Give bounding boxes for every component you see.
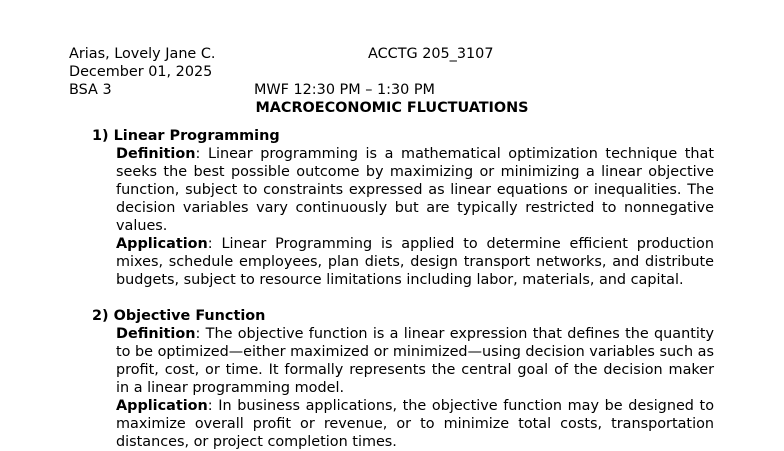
definition-label: Definition <box>116 326 196 342</box>
definition-paragraph <box>116 145 714 235</box>
application-paragraph <box>116 235 714 289</box>
application-label: Application <box>116 236 208 252</box>
definition-label: Definition <box>116 146 196 162</box>
definition-paragraph <box>116 325 714 397</box>
application-paragraph <box>116 397 714 451</box>
application-label: Application <box>116 398 208 414</box>
section-heading-linear-programming: 1) Linear Programming <box>92 128 280 144</box>
section-heading-objective-function: 2) Objective Function <box>92 308 266 324</box>
course-code: ACCTG 205_3107 <box>368 46 494 62</box>
application-text: : In business applications, the objective function may be designed to maximize overall profit or revenue, or to minimize total costs, transportation distances, or project completion times. <box>116 398 714 450</box>
student-name: Arias, Lovely Jane C. <box>69 46 216 62</box>
program-label: BSA 3 <box>69 82 112 98</box>
application-text: : Linear Programming is applied to determine efficient production mixes, schedule employees, plan diets, design transport networks, and distribute budgets, subject to resource limitations including labor, materials, and capital. <box>116 236 714 288</box>
definition-text: : The objective function is a linear expression that defines the quantity to be optimized—either maximized or minimized—using decision variables such as profit, cost, or time. It formally represents the central goal of the decision maker in a linear programming model. <box>116 326 714 396</box>
definition-text: : Linear programming is a mathematical optimization technique that seeks the best possible outcome by maximizing or minimizing a linear objective function, subject to constraints expressed as linear equations or inequalities. The decision variables vary continuously but are typically restricted to nonnegative values. <box>116 146 714 234</box>
document-title: MACROECONOMIC FLUCTUATIONS <box>255 100 529 116</box>
class-schedule: MWF 12:30 PM – 1:30 PM <box>254 82 435 98</box>
document-date: December 01, 2025 <box>69 64 213 80</box>
